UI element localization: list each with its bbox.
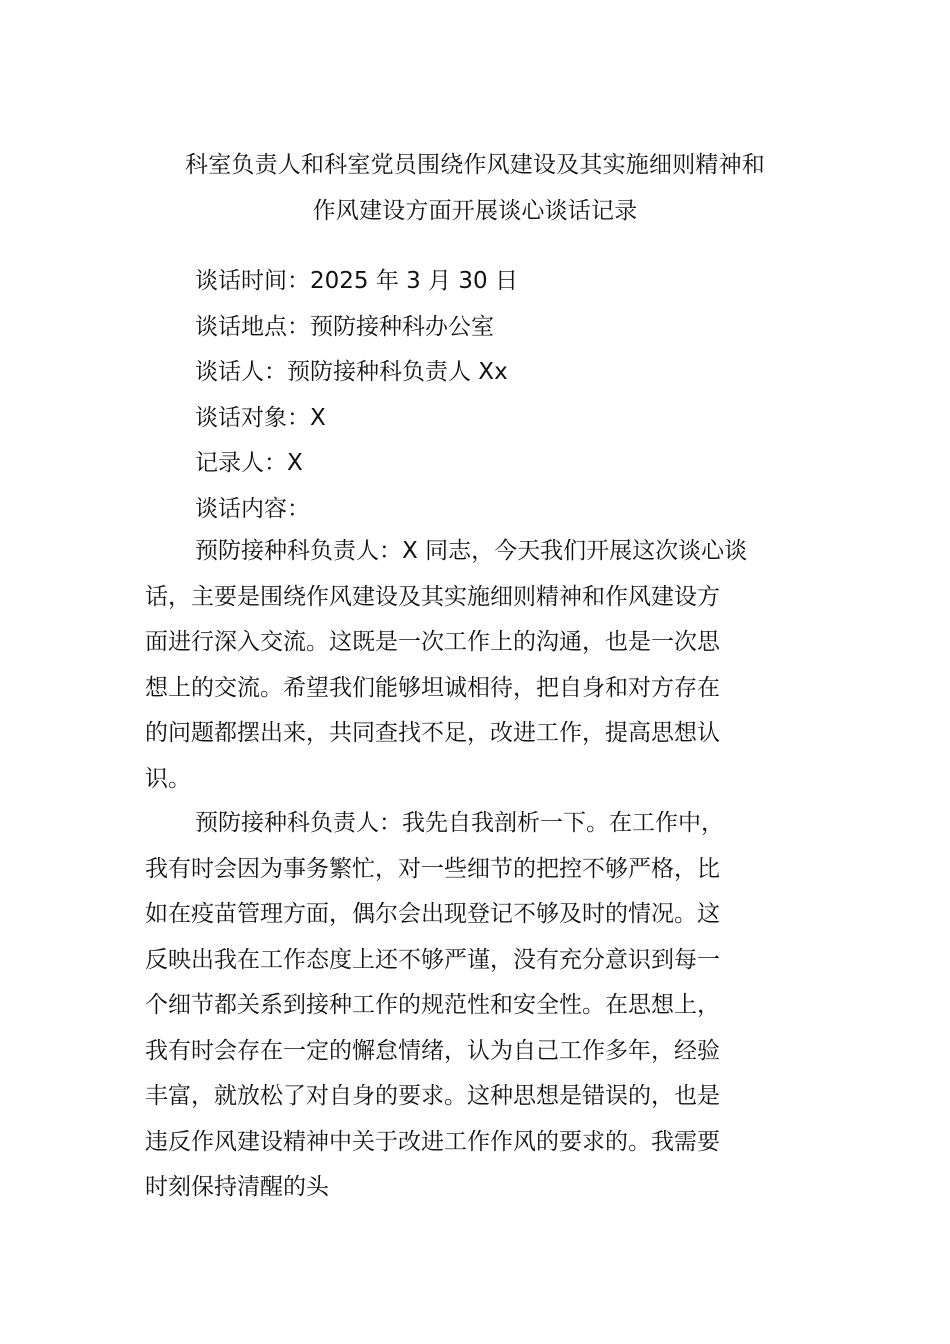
text-line: 如在疫苗管理方面，偶尔会出现登记不够及时的情况。这 [145, 901, 720, 927]
document-title [140, 142, 810, 234]
text-line: 想上的交流。希望我们能够坦诚相待，把自身和对方存在 [145, 674, 720, 701]
meeting-interviewee: 谈话对象：X [195, 404, 326, 431]
meeting-location: 谈话地点：预防接种科办公室 [195, 313, 494, 340]
meeting-time: 谈话时间：2025 年 3 月 30 日 [195, 268, 518, 294]
text-line: 识。 [145, 765, 191, 792]
meeting-recorder: 记录人：X [195, 450, 303, 476]
text-line: 我有时会存在一定的懈怠情绪，认为自己工作多年，经验 [145, 1037, 720, 1064]
meeting-content-label: 谈话内容： [195, 495, 310, 522]
text-line: 丰富，就放松了对自身的要求。这种思想是错误的，也是 [145, 1083, 720, 1109]
text-line: 预防接种科负责人：X 同志，今天我们开展这次谈心谈 [195, 538, 748, 564]
title-line-1: 科室负责人和科室党员围绕作风建设及其实施细则精神和 [185, 152, 765, 178]
meeting-speaker: 谈话人：预防接种科负责人 Xx [195, 359, 508, 385]
paragraph-opening [145, 529, 810, 802]
text-line: 违反作风建设精神中关于改进工作作风的要求的。我需要 [145, 1128, 720, 1155]
text-line: 预防接种科负责人：我先自我剖析一下。在工作中， [195, 810, 724, 836]
text-line: 时刻保持清醒的头 [145, 1174, 329, 1200]
text-line: 面进行深入交流。这既是一次工作上的沟通，也是一次思 [145, 629, 720, 655]
text-line: 话，主要是围绕作风建设及其实施细则精神和作风建设方 [145, 583, 720, 610]
text-line: 反映出我在工作态度上还不够严谨，没有充分意识到每一 [145, 946, 720, 973]
text-line: 的问题都摆出来，共同查找不足，改进工作，提高思想认 [145, 720, 720, 746]
title-line-2: 作风建设方面开展谈心谈话记录 [312, 198, 638, 224]
paragraph-self-analysis [145, 801, 810, 1211]
meeting-info [195, 259, 518, 532]
text-line: 个细节都关系到接种工作的规范性和安全性。在思想上， [145, 992, 720, 1018]
text-line: 我有时会因为事务繁忙，对一些细节的把控不够严格，比 [145, 855, 720, 882]
